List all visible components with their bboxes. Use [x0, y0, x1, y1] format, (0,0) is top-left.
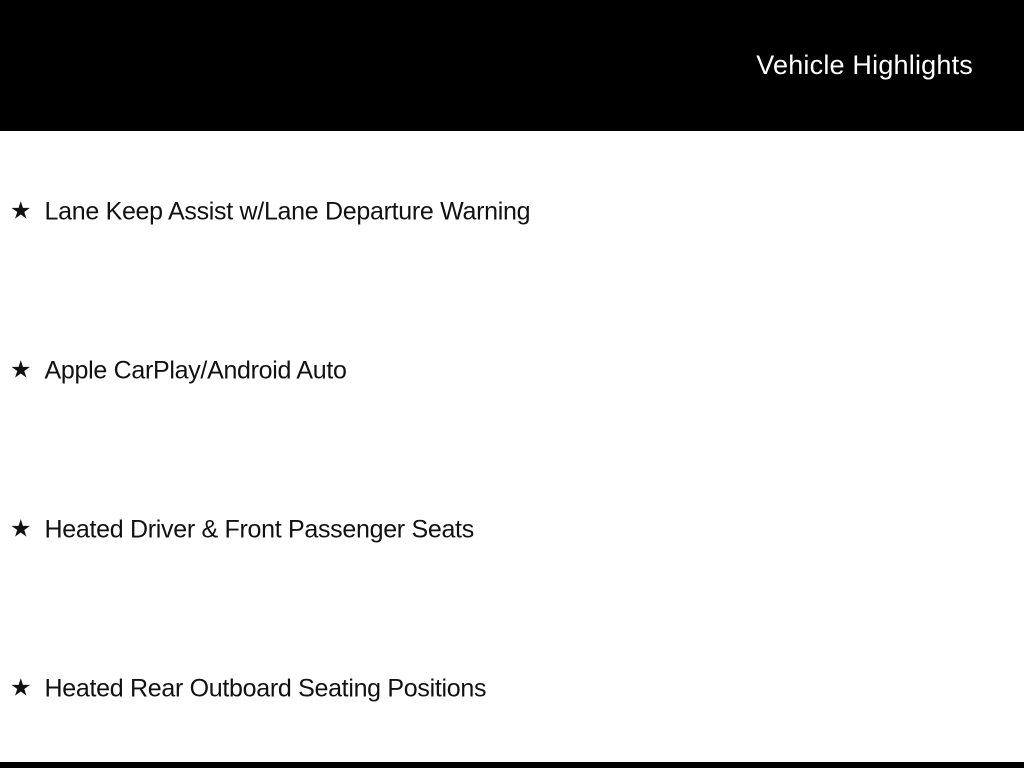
- highlight-label: Heated Driver & Front Passenger Seats: [44, 515, 474, 544]
- footer-bar: [0, 762, 1024, 768]
- list-item: [10, 675, 486, 704]
- page-title: Vehicle Highlights: [756, 50, 973, 80]
- star-icon: ★: [10, 674, 32, 701]
- highlight-label: Lane Keep Assist w/Lane Departure Warning: [44, 197, 531, 226]
- highlight-label: Apple CarPlay/Android Auto: [44, 356, 347, 385]
- star-icon: ★: [10, 197, 32, 224]
- star-icon: ★: [10, 356, 32, 383]
- highlight-label: Heated Rear Outboard Seating Positions: [44, 674, 487, 703]
- list-item: [10, 516, 474, 545]
- list-item: [10, 357, 347, 386]
- star-icon: ★: [10, 515, 32, 542]
- list-item: [10, 198, 530, 227]
